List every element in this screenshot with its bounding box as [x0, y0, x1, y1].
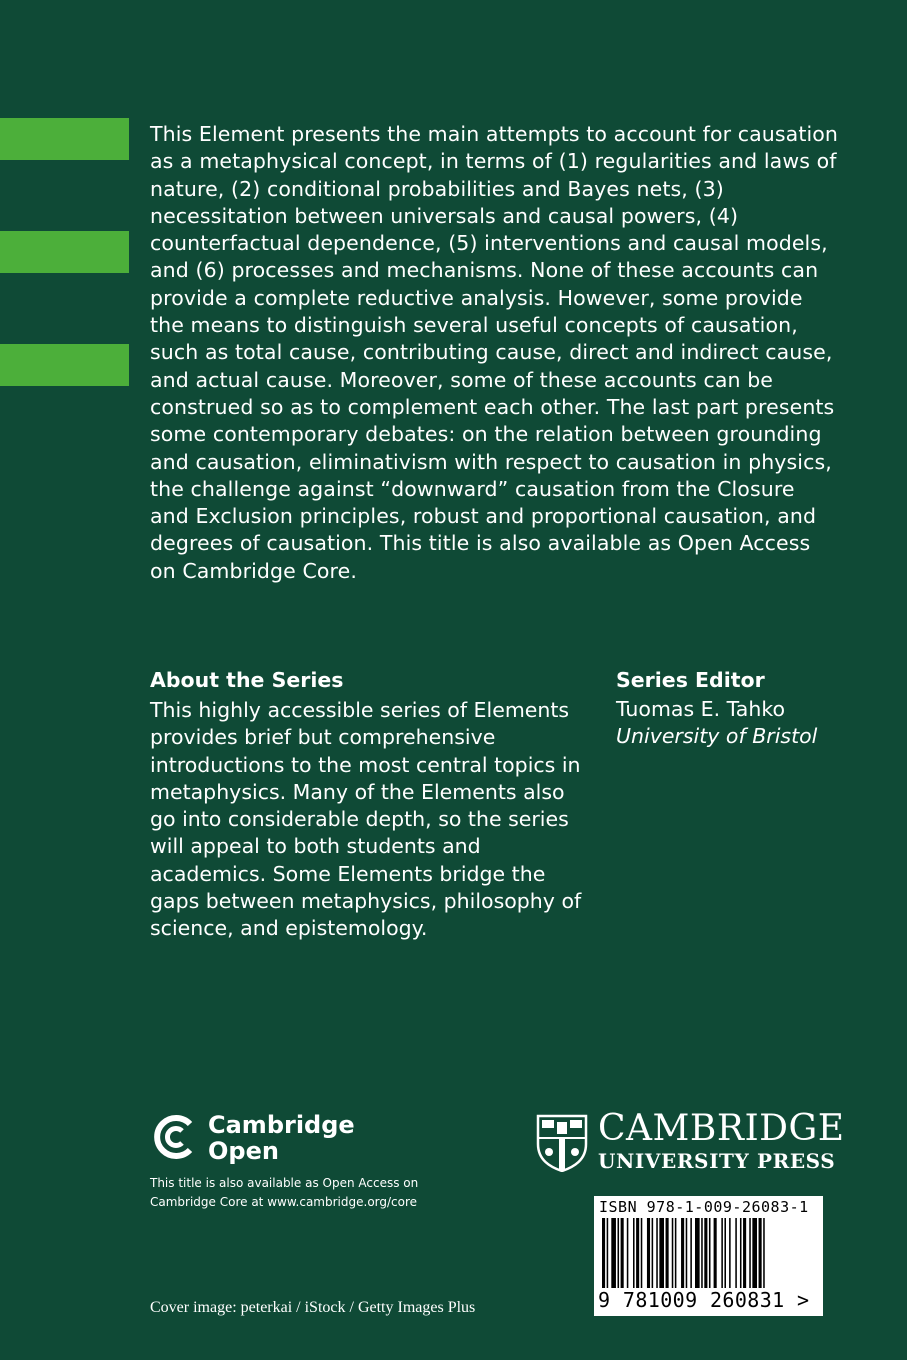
barcode-bar	[621, 1218, 624, 1288]
cambridge-open-line1: Cambridge	[208, 1111, 355, 1139]
barcode-bar	[659, 1218, 664, 1288]
university-shield-icon	[536, 1114, 588, 1172]
accent-bar-bottom	[0, 344, 129, 386]
barcode-bar	[714, 1218, 717, 1288]
barcode-bar	[701, 1218, 703, 1288]
about-series-text: This highly accessible series of Elements provides brief but comprehensive introductions to the most central topics in metaphysics. Many of the Elements also go into considerable depth, so the series will appeal to both students and academics. Some Elements bridge the gaps between metaphysics, philosophy of science, and epistemology.	[150, 698, 582, 941]
barcode-bar	[611, 1218, 616, 1288]
barcode-bar	[721, 1218, 723, 1288]
cambridge-open-logo-icon	[150, 1112, 200, 1162]
barcode-bar	[618, 1218, 620, 1288]
barcode-bar	[656, 1218, 658, 1288]
barcode-bar	[602, 1218, 605, 1288]
barcode-bar	[607, 1218, 609, 1288]
barcode-bar	[672, 1218, 674, 1288]
publisher-subname: UNIVERSITY PRESS	[598, 1149, 836, 1173]
barcode-bar	[743, 1218, 746, 1288]
barcode-bar	[709, 1218, 711, 1288]
isbn-digits: 9 781009 260831 >	[598, 1288, 810, 1312]
barcode-bar	[690, 1218, 692, 1288]
series-editor-affiliation: University of Bristol	[616, 724, 818, 748]
accent-bar-middle	[0, 231, 129, 273]
barcode-bar	[735, 1218, 737, 1288]
barcode-bar	[729, 1218, 731, 1288]
barcode-bars	[602, 1218, 816, 1288]
barcode-bar	[724, 1218, 726, 1288]
barcode-bar	[695, 1218, 700, 1288]
isbn-barcode	[594, 1196, 823, 1316]
open-access-note: This title is also available as Open Access on Cambridge Core at www.cambridge.org/core	[150, 1176, 419, 1209]
barcode-bar	[675, 1218, 677, 1288]
barcode-bar	[666, 1218, 669, 1288]
accent-bar-top	[0, 118, 129, 160]
series-editor-heading: Series Editor	[616, 668, 765, 692]
barcode-bar	[652, 1218, 654, 1288]
barcode-bar	[686, 1218, 688, 1288]
isbn-label: ISBN 978-1-009-26083-1	[599, 1198, 809, 1216]
barcode-bar	[763, 1218, 765, 1288]
book-blurb: This Element presents the main attempts to account for causation as a metaphysical concept, in terms of (1) regularities and laws of nature, (2) conditional probabilities and Bayes nets, (3) necessitation between universals and causal powers, (4) counterfactual dependence, (5) interventions and causal models, and (6) processes and mechanisms. None of these accounts can provide a complete reductive analysis. However, some provide the means to distinguish several useful concepts of causation, such as total cause, contributing cause, direct and indirect cause, and actual cause. Moreover, some of these accounts can be construed so as to complement each other. The last part presents some contemporary debates: on the relation between grounding and causation, eliminativism with respect to causation in physics, the challenge against “downward” causation from the Closure and Exclusion principles, robust and proportional causation, and degrees of causation. This title is also available as Open Access on Cambridge Core.	[150, 122, 839, 583]
barcode-bar	[752, 1218, 757, 1288]
barcode-bar	[641, 1218, 643, 1288]
barcode-bar	[681, 1218, 684, 1288]
publisher-name: CAMBRIDGE	[598, 1108, 845, 1149]
series-editor-name: Tuomas E. Tahko	[616, 697, 786, 721]
about-series-heading: About the Series	[150, 668, 344, 692]
barcode-bar	[636, 1218, 639, 1288]
barcode-bar	[704, 1218, 707, 1288]
barcode-bar	[647, 1218, 650, 1288]
barcode-bar	[740, 1218, 742, 1288]
barcode-bar	[759, 1218, 762, 1288]
barcode-bar	[633, 1218, 635, 1288]
cover-image-credit: Cover image: peterkai / iStock / Getty Images Plus	[150, 1299, 476, 1316]
cambridge-open-wordmark	[208, 1112, 355, 1164]
barcode-bar	[749, 1218, 751, 1288]
barcode-bar	[627, 1218, 629, 1288]
cambridge-open-line2: Open	[208, 1137, 279, 1165]
